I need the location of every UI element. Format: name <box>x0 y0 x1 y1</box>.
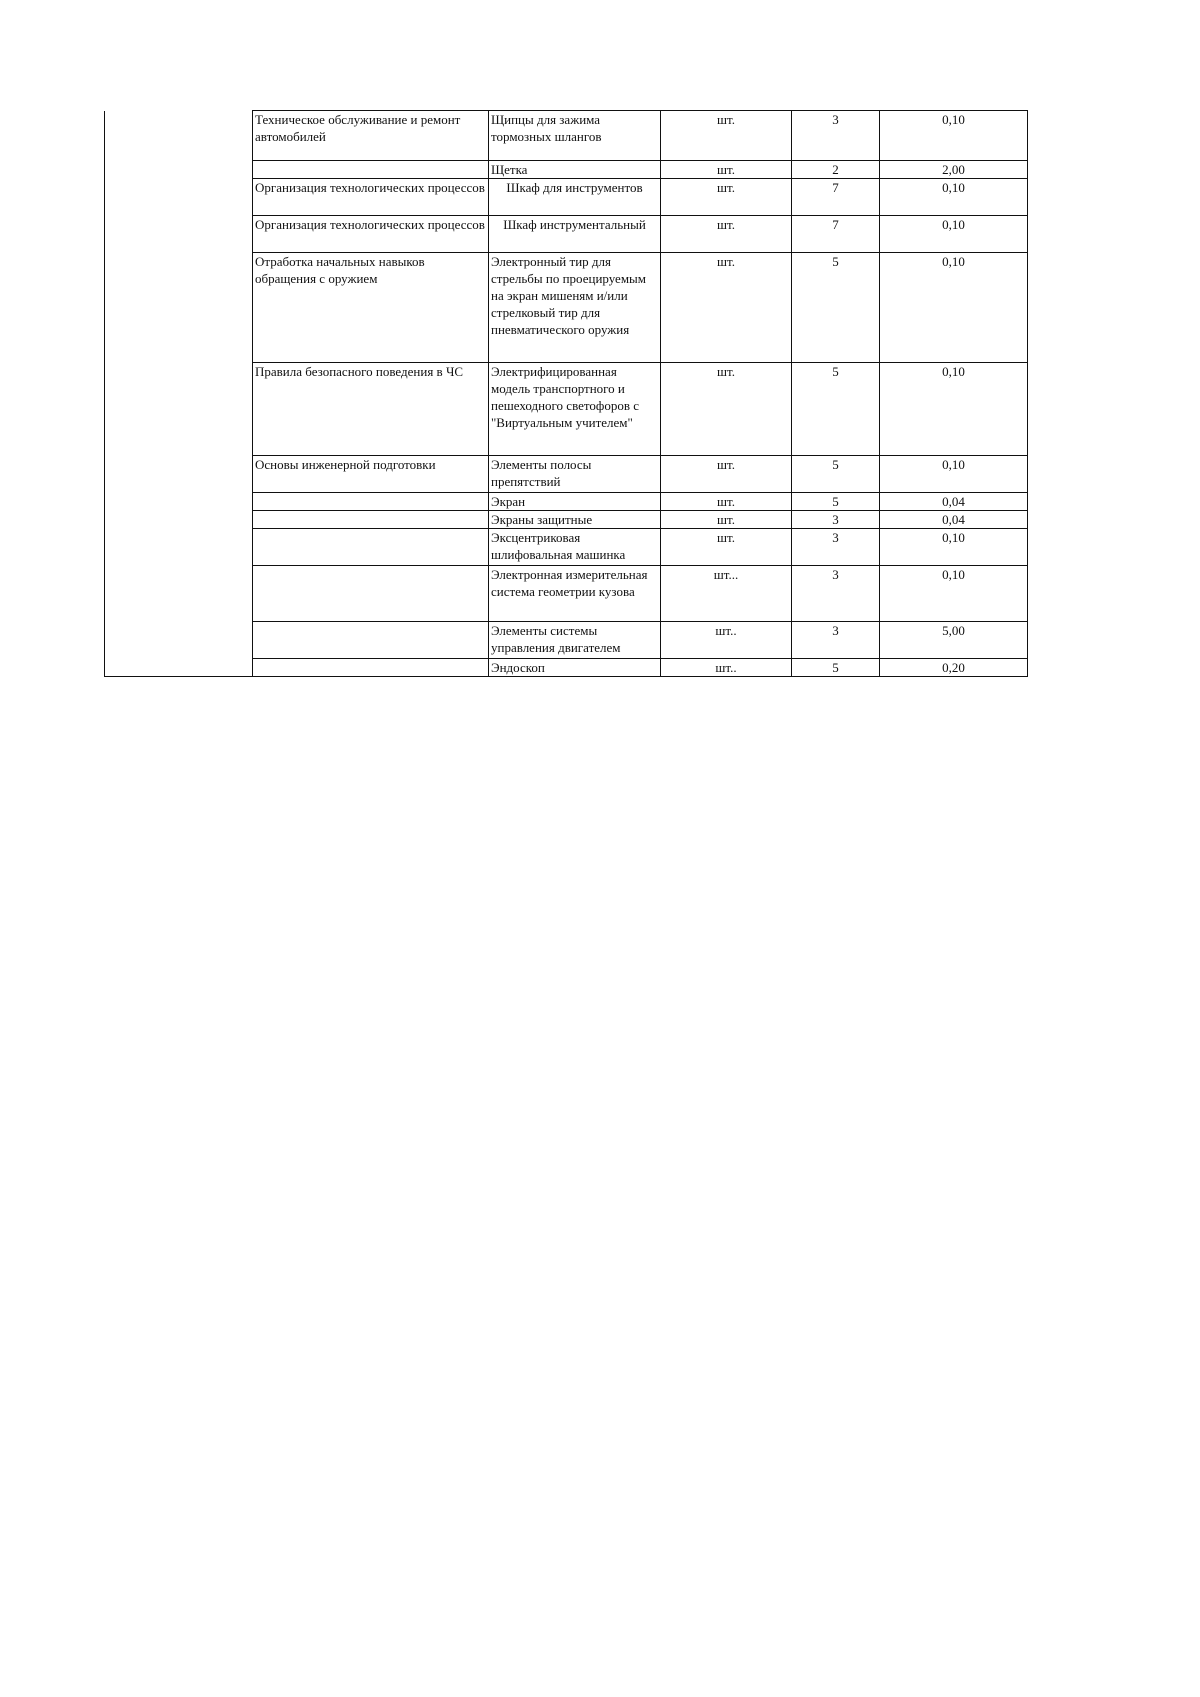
qty-cell: 7 <box>792 179 880 216</box>
qty-cell: 3 <box>792 511 880 529</box>
item-cell: Элементы системы управления двигателем <box>489 622 661 659</box>
subject-cell: Правила безопасного поведения в ЧС <box>253 363 489 456</box>
item-cell: Щетка <box>489 161 661 179</box>
norm-cell: 0,10 <box>880 529 1028 566</box>
unit-cell: шт.. <box>661 659 792 677</box>
norm-cell: 0,10 <box>880 363 1028 456</box>
qty-cell: 5 <box>792 493 880 511</box>
norm-cell: 5,00 <box>880 622 1028 659</box>
subject-cell: Отработка начальных навыков обращения с оружием <box>253 253 489 363</box>
qty-cell: 5 <box>792 659 880 677</box>
item-cell: Щипцы для зажима тормозных шлангов <box>489 111 661 161</box>
equipment-table <box>104 110 1028 677</box>
subject-cell <box>253 622 489 659</box>
norm-cell: 0,04 <box>880 511 1028 529</box>
subject-cell <box>253 659 489 677</box>
empty-first-column <box>105 111 253 677</box>
unit-cell: шт.. <box>661 622 792 659</box>
qty-cell: 7 <box>792 216 880 253</box>
norm-cell: 0,10 <box>880 456 1028 493</box>
subject-cell: Организация технологических процессов <box>253 179 489 216</box>
item-cell: Шкаф для инструментов <box>489 179 661 216</box>
item-cell: Электронная измерительная система геометрии кузова <box>489 566 661 622</box>
subject-cell <box>253 529 489 566</box>
norm-cell: 0,10 <box>880 216 1028 253</box>
subject-cell <box>253 493 489 511</box>
table-row <box>105 111 1028 161</box>
norm-cell: 0,10 <box>880 566 1028 622</box>
qty-cell: 2 <box>792 161 880 179</box>
item-cell: Элементы полосы препятствий <box>489 456 661 493</box>
norm-cell: 2,00 <box>880 161 1028 179</box>
item-cell: Эксцентриковая шлифовальная машинка <box>489 529 661 566</box>
item-cell: Экран <box>489 493 661 511</box>
unit-cell: шт. <box>661 253 792 363</box>
item-cell: Электронный тир для стрельбы по проецируемым на экран мишеням и/или стрелковый тир для пневматического оружия <box>489 253 661 363</box>
qty-cell: 3 <box>792 111 880 161</box>
norm-cell: 0,04 <box>880 493 1028 511</box>
subject-cell: Техническое обслуживание и ремонт автомобилей <box>253 111 489 161</box>
qty-cell: 5 <box>792 253 880 363</box>
qty-cell: 3 <box>792 529 880 566</box>
item-cell: Электрифицированная модель транспортного и пешеходного светофоров с "Виртуальным учителем" <box>489 363 661 456</box>
unit-cell: шт. <box>661 111 792 161</box>
qty-cell: 5 <box>792 456 880 493</box>
norm-cell: 0,20 <box>880 659 1028 677</box>
item-cell: Эндоскоп <box>489 659 661 677</box>
norm-cell: 0,10 <box>880 253 1028 363</box>
unit-cell: шт... <box>661 566 792 622</box>
subject-cell: Основы инженерной подготовки <box>253 456 489 493</box>
unit-cell: шт. <box>661 493 792 511</box>
item-cell: Шкаф инструментальный <box>489 216 661 253</box>
unit-cell: шт. <box>661 216 792 253</box>
norm-cell: 0,10 <box>880 179 1028 216</box>
subject-cell <box>253 511 489 529</box>
unit-cell: шт. <box>661 179 792 216</box>
qty-cell: 3 <box>792 622 880 659</box>
qty-cell: 3 <box>792 566 880 622</box>
item-cell: Экраны защитные <box>489 511 661 529</box>
unit-cell: шт. <box>661 161 792 179</box>
subject-cell <box>253 566 489 622</box>
qty-cell: 5 <box>792 363 880 456</box>
unit-cell: шт. <box>661 511 792 529</box>
unit-cell: шт. <box>661 529 792 566</box>
unit-cell: шт. <box>661 456 792 493</box>
norm-cell: 0,10 <box>880 111 1028 161</box>
subject-cell: Организация технологических процессов <box>253 216 489 253</box>
unit-cell: шт. <box>661 363 792 456</box>
subject-cell <box>253 161 489 179</box>
